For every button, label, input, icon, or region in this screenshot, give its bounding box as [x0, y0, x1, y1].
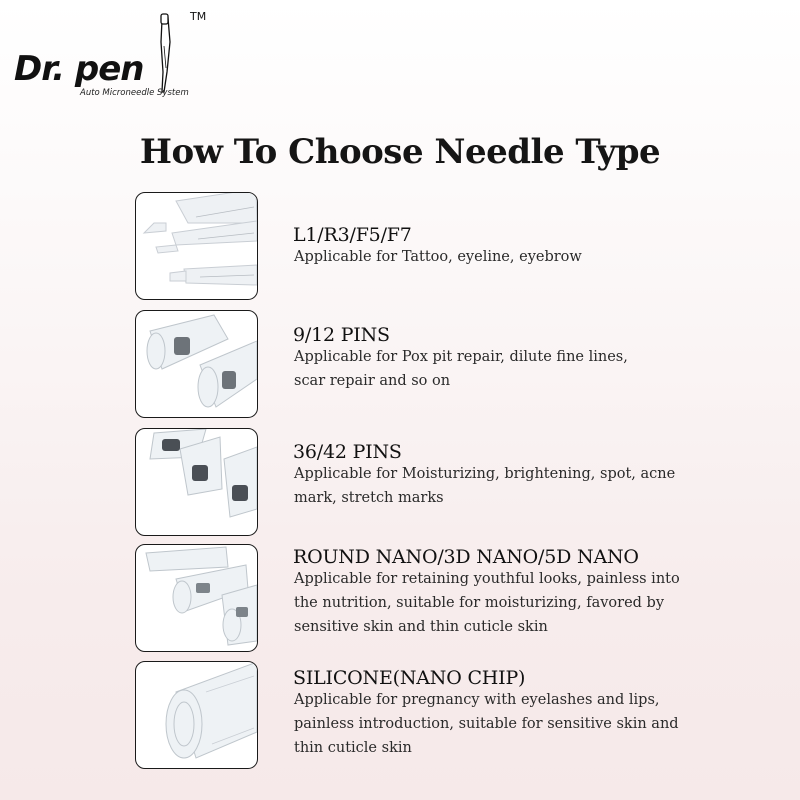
- description-line: sensitive skin and thin cuticle skin: [294, 619, 548, 635]
- description-line: painless introduction, suitable for sensitive skin and: [294, 716, 679, 732]
- needle-thumbnail-9-12-pins: [135, 310, 258, 418]
- needle-description: [294, 567, 680, 639]
- nano-cartridges-icon: [136, 545, 257, 651]
- needle-heading: 36/42 PINS: [293, 441, 402, 463]
- needle-thumbnail-silicone: [135, 661, 258, 769]
- needle-heading: 9/12 PINS: [293, 324, 390, 346]
- needle-description: [294, 462, 675, 510]
- description-line: mark, stretch marks: [294, 490, 444, 506]
- needle-thumbnail-tattoo: [135, 192, 258, 300]
- silicone-cartridge-icon: [136, 662, 257, 768]
- needle-heading: ROUND NANO/3D NANO/5D NANO: [293, 546, 639, 568]
- description-line: Applicable for retaining youthful looks, painless into: [294, 571, 680, 587]
- description-line: Applicable for Pox pit repair, dilute fine lines,: [294, 349, 628, 365]
- pin-cartridges-icon: [136, 429, 257, 535]
- description-line: scar repair and so on: [294, 373, 451, 389]
- tattoo-needle-cartridges-icon: [136, 193, 257, 299]
- brand-logo: [14, 8, 214, 103]
- pen-icon: [152, 12, 178, 94]
- description-line: thin cuticle skin: [294, 740, 412, 756]
- brand-name: Dr. pen: [14, 49, 144, 89]
- needle-heading: L1/R3/F5/F7: [293, 224, 412, 246]
- description-line: Applicable for Moisturizing, brightening, spot, acne: [294, 466, 676, 482]
- needle-description: [294, 245, 582, 269]
- needle-heading: SILICONE(NANO CHIP): [293, 667, 526, 689]
- needle-description: [294, 345, 628, 393]
- description-line: Applicable for Tattoo, eyeline, eyebrow: [294, 249, 582, 265]
- description-line: the nutrition, suitable for moisturizing, favored by: [294, 595, 665, 611]
- page-title: How To Choose Needle Type: [139, 132, 661, 172]
- pin-cartridges-icon: [136, 311, 257, 417]
- needle-thumbnail-nano: [135, 544, 258, 652]
- needle-description: [294, 688, 679, 760]
- description-line: Applicable for pregnancy with eyelashes and lips,: [294, 692, 660, 708]
- brand-tagline: Auto Microneedle System: [80, 88, 189, 98]
- trademark-mark: TM: [190, 10, 207, 23]
- needle-thumbnail-36-42-pins: [135, 428, 258, 536]
